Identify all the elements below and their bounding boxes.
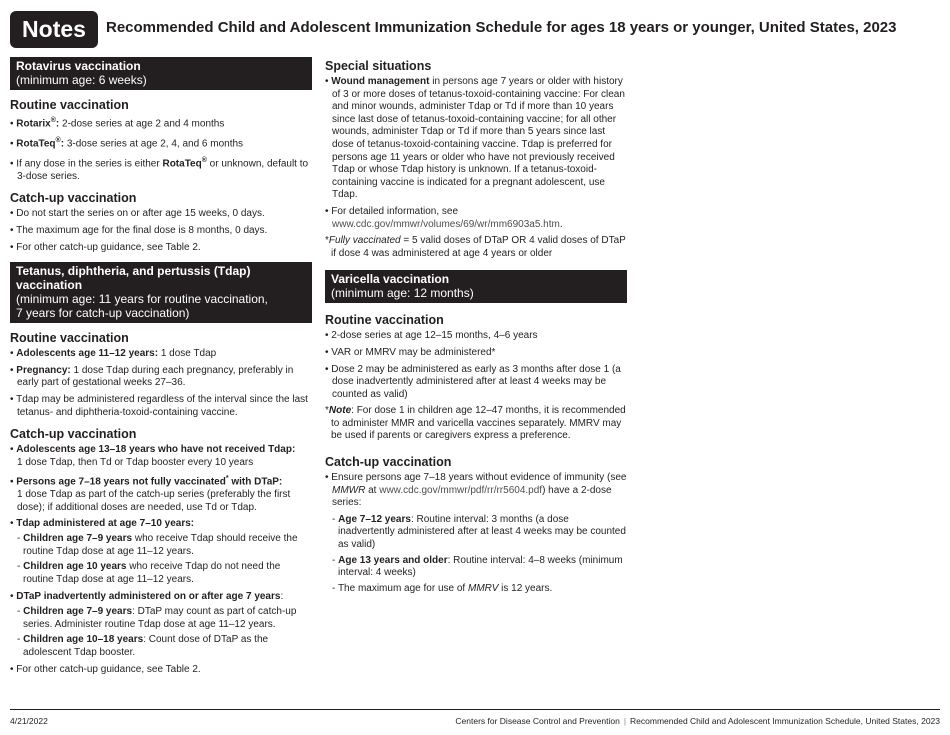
cdc-link[interactable]: www.cdc.gov/mmwr/pdf/rr/rr5604.pdf [379,484,543,496]
rotavirus-title: Rotavirus vaccination [16,59,141,73]
list-item: • The maximum age for the final dose is 8 months, 0 days. [10,224,268,236]
tdap-catchup-subitem: - Children age 10–18 years: Count dose of DTaP as the adolescent Tdap booster. [17,634,269,658]
rotavirus-routine-heading: Routine vaccination [10,98,129,112]
left-column [10,57,312,681]
tdap-adolescents-item: • Adolescents age 11–12 years: 1 dose Tdap [10,348,217,360]
list-item: • VAR or MMRV may be administered* [325,346,496,358]
special-footnote: *Fully vaccinated = 5 valid doses of DTaP OR 4 valid doses of DTaP if dose 4 was administered at age 4 years or older [325,235,626,259]
footer-divider [10,709,940,710]
tdap-subtitle-1: (minimum age: 11 years for routine vaccination, [16,292,268,307]
varicella-title: Varicella vaccination [331,272,450,287]
tdap-catchup-subitem: - Children age 10 years who receive Tdap do not need the routine Tdap dose at age 11–12 years. [17,561,281,585]
varicella-routine-heading: Routine vaccination [325,313,444,328]
special-info-item: • For detailed information, see www.cdc.gov/mmwr/volumes/69/wr/mm6903a5.htm. [325,205,563,230]
rotavirus-banner [10,57,312,90]
list-item: • 2-dose series at age 12–15 months, 4–6 years [325,330,538,342]
list-item: • For other catch-up guidance, see Table 2. [10,241,201,253]
varicella-catchup-subitem: - The maximum age for use of MMRV is 12 years. [332,582,553,594]
tdap-catchup-heading: Catch-up vaccination [10,427,137,442]
footer-org: Centers for Disease Control and Prevention [455,716,620,726]
cdc-link[interactable]: www.cdc.gov/mmwr/volumes/69/wr/mm6903a5.htm [332,218,560,230]
tdap-catchup-item-3: • Tdap administered at age 7–10 years: [10,518,195,530]
varicella-subtitle: (minimum age: 12 months) [331,286,474,301]
tdap-catchup-subitem: - Children age 7–9 years who receive Tdap should receive the routine Tdap dose at age 11–12 years. [17,533,298,557]
varicella-catchup-subitem: - Age 13 years and older: Routine interval: 4–8 weeks (minimum interval: 4 weeks) [332,554,623,579]
rotavirus-subtitle: (minimum age: 6 weeks) [16,73,147,87]
rotavirus-catchup-heading: Catch-up vaccination [10,191,137,206]
rotavirus-rotateq-item: • RotaTeq®: 3-dose series at age 2, 4, and 6 months [10,136,244,150]
footer-credit: Centers for Disease Control and Prevention | Recommended Child and Adolescent Immunization Schedule, United States, 2023 [455,716,940,726]
tdap-banner [10,262,312,323]
tdap-catchup-item-2: • Persons age 7–18 years not fully vaccinated* with DTaP: 1 dose Tdap as part of the catch-up series (preferably the first dose); if additional doses are needed, use Td or Tdap. [10,475,291,513]
varicella-catchup-subitem: - Age 7–12 years: Routine interval: 3 months (a dose inadvertently administered after at least 4 weeks may be counted as valid) [332,513,626,551]
page-title: Recommended Child and Adolescent Immunization Schedule for ages 18 years or younger, United States, 2023 [106,19,897,36]
footer-date: 4/21/2022 [10,716,48,726]
tdap-regardless-item: • Tdap may be administered regardless of the interval since the last tetanus- and diphtheria-toxoid-containing vaccine. [10,393,308,418]
varicella-note: *Note: For dose 1 in children age 12–47 months, it is recommended to administer MMR and varicella vaccines separately. MMRV may be used if parents or caregivers express a preference. [325,405,626,442]
tdap-catchup-item-4: • DTaP inadvertently administered on or after age 7 years: [10,591,284,603]
tdap-title: Tetanus, diphtheria, and pertussis (Tdap) vaccination [16,264,251,293]
tdap-catchup-item-5: • For other catch-up guidance, see Table 2. [10,664,201,676]
footer-doc: Recommended Child and Adolescent Immunization Schedule, United States, 2023 [630,716,940,726]
tdap-pregnancy-item: • Pregnancy: 1 dose Tdap during each pregnancy, preferably in early part of gestational weeks 27–36. [10,364,294,389]
varicella-catchup-heading: Catch-up vaccination [325,455,452,470]
special-heading: Special situations [325,59,432,73]
list-item: • Do not start the series on or after age 15 weeks, 0 days. [10,208,265,220]
tdap-catchup-subitem: - Children age 7–9 years: DTaP may count as part of catch-up series. Administer routine Tdap dose at age 11–12 years. [17,605,297,630]
tdap-catchup-item-1: • Adolescents age 13–18 years who have not received Tdap: 1 dose Tdap, then Td or Tdap booster every 10 years [10,444,296,468]
tdap-subtitle-2: 7 years for catch-up vaccination) [16,306,190,321]
tdap-routine-heading: Routine vaccination [10,331,129,346]
list-item: • Dose 2 may be administered as early as 3 months after dose 1 (a dose inadvertently administered after at least 4 weeks may be counted as valid) [325,363,621,400]
right-column [325,57,627,598]
varicella-ensure-item: • Ensure persons age 7–18 years without evidence of immunity (see MMWR at www.cdc.gov/mmwr/pdf/rr/rr5604.pdf) have a 2-dose series: [325,472,627,509]
varicella-banner [325,270,627,303]
special-wound-item: • Wound management in persons age 7 years or older with history of 3 or more doses of tetanus-toxoid-containing vaccine: For clean and minor wounds, administer Tdap or Td if more than 10 years since last dose of tetanus-toxoid-containing vaccine; for all other wounds, administer Tdap or Td if more than 5 years since last dose of tetanus-toxoid-containing vaccine. Tdap is preferred for persons age 11 years or older who have not previously received Tdap or whose Tdap history is unknown. If a tetanus-toxoid-containing vaccine is indicated for a pregnant adolescent, use Tdap. [325,76,625,201]
rotavirus-rotarix-item: • Rotarix®: 2-dose series at age 2 and 4 months [10,117,225,130]
notes-tab: Notes [10,11,98,48]
rotavirus-dose-item: • If any dose in the series is either RotaTeq® or unknown, default to 3-dose series. [10,156,309,182]
